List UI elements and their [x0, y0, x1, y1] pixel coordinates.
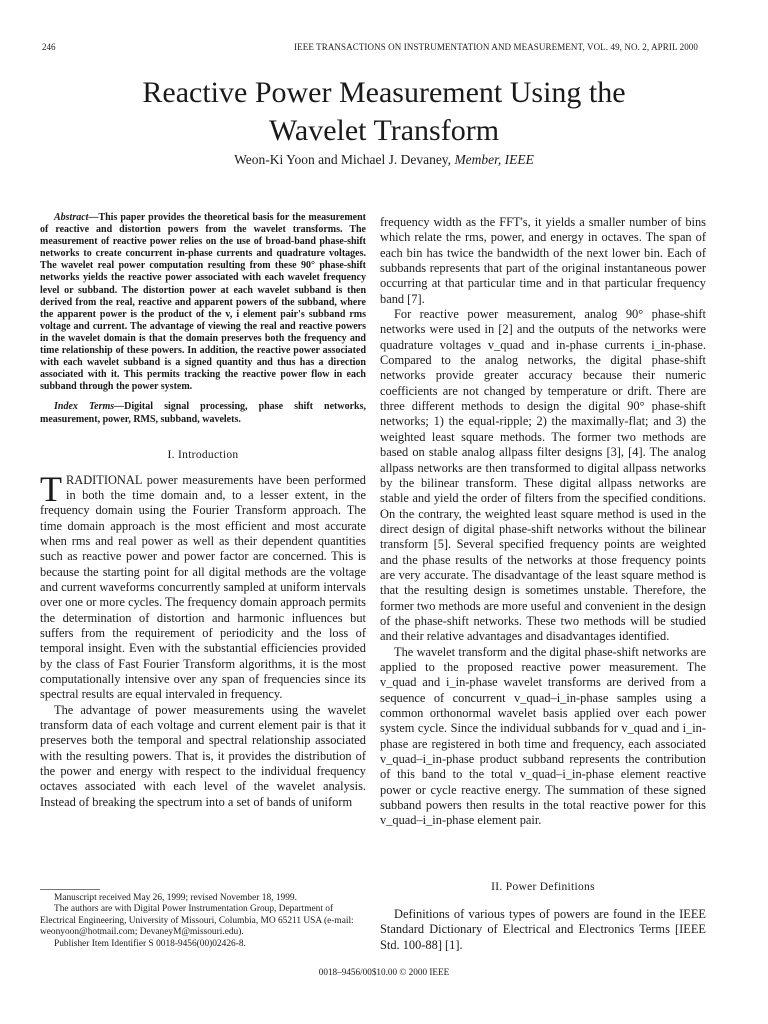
footnote [40, 893, 366, 950]
footnote-identifier: Publisher Item Identifier S 0018-9456(00)02426-8. [54, 938, 246, 949]
title-line-2: Wavelet Transform [268, 114, 500, 147]
page-number: 246 [42, 42, 56, 52]
abstract-text: This paper provides the theoretical basis for the measurement of reactive and distortion powers from the wavelet transforms. The measurement of reactive power relies on the use of broad-band phase-shift networks to create concurrent in-phase currents and quadrature voltages. The wavelet real power computation resulting from these 90° phase-shift networks yields the reactive power associated with each wavelet frequency level or subband. The distortion power at each wavelet subband is then derived from the real, reactive and apparent powers of the subband, where the apparent power is the product of the v, i element pair's subband rms voltage and current. The advantage of viewing the real and reactive powers in the wavelet domain is that the domain preserves both the frequency and time relationship of these powers. In addition, the reactive power associated with each wavelet subband is a signed quantity and thus has a direction associated with it. This permits tracking the reactive power flow in each subband through the power system. [40, 212, 366, 393]
left-column [40, 212, 366, 810]
paper-title [0, 74, 768, 150]
footnote-divider [40, 889, 100, 890]
title-line-1: Reactive Power Measurement Using the [142, 76, 626, 109]
index-terms-label: Index Terms— [54, 401, 125, 413]
index-terms-text: Digital signal processing, phase shift networks, measurement, power, RMS, subband, wavelets. [40, 401, 366, 425]
drop-cap: T [40, 468, 62, 509]
author-names: Weon-Ki Yoon and Michael J. Devaney, [234, 152, 452, 167]
intro-paragraph-3: frequency width as the FFT's, it yields a smaller number of bins which relate the rms, power, and energy in octaves. The span of each bin has twice the bandwidth of the next lower bin. Each of subbands represents that part of the original instantaneous power occurring at that particular time and in that particular frequency band [7]. [380, 215, 706, 306]
footnote-affiliation: The authors are with Digital Power Instrumentation Group, Department of Electrical Engineering, University of Missouri, Columbia, MO 65211 USA (e-mail: weonyoon@hotmail.com; DevaneyM@missouri.edu). [40, 904, 354, 938]
intro-paragraph-5: The wavelet transform and the digital phase-shift networks are applied to the proposed reactive power measurement. The v_quad and i_in-phase wavelet transforms are derived from a sequence of concurrent v_quad–i_in-phase samples using a common orthonormal wavelet basis applied over each power system cycle. Since the individual subbands for v_quad and i_in-phase are registered in both time and frequency, each associated v_quad–i_in-phase product subband represents the contribution of this band to the total v_quad–i_in-phase element reactive power or cycle reactive energy. The summation of these signed subband powers then results in the total reactive power for this v_quad–i_in-phase element pair. [380, 644, 706, 828]
author-membership: Member, IEEE [454, 152, 534, 167]
section-power-definitions [380, 880, 706, 953]
section-heading-introduction: I. Introduction [167, 448, 239, 461]
intro-paragraph-1 [40, 468, 366, 703]
copyright-line: 0018–9456/00$10.00 © 2000 IEEE [318, 967, 450, 977]
author-line [0, 151, 768, 169]
intro-paragraph-1-text: RADITIONAL power measurements have been performed in both the time domain and, to a lesser extent, in the frequency domain using the Fourier Transform approach. The time domain approach is the most efficient and most accurate when rms and real power as well as their dependent quantities such as reactive power and power factor are concerned. This is because the starting point for all digital methods are the voltage and current waveforms concurrently sampled at uniform intervals over one or more cycles. The frequency domain approach permits the determination of distortion and harmonic influences but suffers from the requirement of periodicity and the loss of temporal insight. Even with the substantial efficiencies provided by the class of Fast Fourier Transform algorithms, it is the most computationally intensive over any span of frequencies since its spectral results are equal intervaled in frequency. [40, 472, 366, 702]
right-column [380, 215, 706, 829]
intro-paragraph-4: For reactive power measurement, analog 90° phase-shift networks were used in [2] and the outputs of the networks were quadrature voltages v_quad and in-phase currents i_in-phase. Compared to the analog networks, the digital phase-shift networks provide greater accuracy because their numeric coefficients are not changed by temperature or drift. There are three different methods to design the digital 90° phase-shift networks; 1) the equal-ripple; 2) the maximally-flat; and 3) the weighted least square methods. The former two methods are based on stable analog allpass filter designs [3], [4]. The analog allpass networks are then transformed to digital allpass networks by the bilinear transform. These digital allpass networks are stable and yield the order of filters from the specified conditions. On the contrary, the weighted least square method is used in the direct design of digital phase-shift networks without the bilinear transform [5]. Several specified frequency points are weighted and the phase results of the networks at those frequency points are very accurate. The disadvantage of the least square method is that the resulting design is sometimes unstable. Therefore, the former two methods are more useful and convenient in the design of the phase-shift networks. These two methods will be studied and their relative advantages and disadvantages identified. [380, 307, 706, 644]
section-heading-power-definitions: II. Power Definitions [491, 881, 595, 893]
index-terms [40, 401, 366, 425]
power-definitions-paragraph: Definitions of various types of powers are found in the IEEE Standard Dictionary of Electrical and Electronics Terms [IEEE Std. 100-88] [1]. [380, 907, 706, 952]
abstract-label: Abstract— [54, 212, 99, 223]
footnote-received: Manuscript received May 26, 1999; revised November 18, 1999. [54, 893, 297, 903]
running-header: IEEE TRANSACTIONS ON INSTRUMENTATION AND MEASUREMENT, VOL. 49, NO. 2, APRIL 2000 [294, 42, 698, 52]
intro-paragraph-2: The advantage of power measurements using the wavelet transform data of each voltage and current element pair is that it preserves both the temporal and spectral relationship associated with the resulting powers. That is, it provides the distribution of the power and energy with respect to the individual frequency octaves associated with each level of the wavelet analysis. Instead of breaking the spectrum into a set of bands of uniform [40, 702, 366, 809]
abstract [40, 212, 366, 393]
